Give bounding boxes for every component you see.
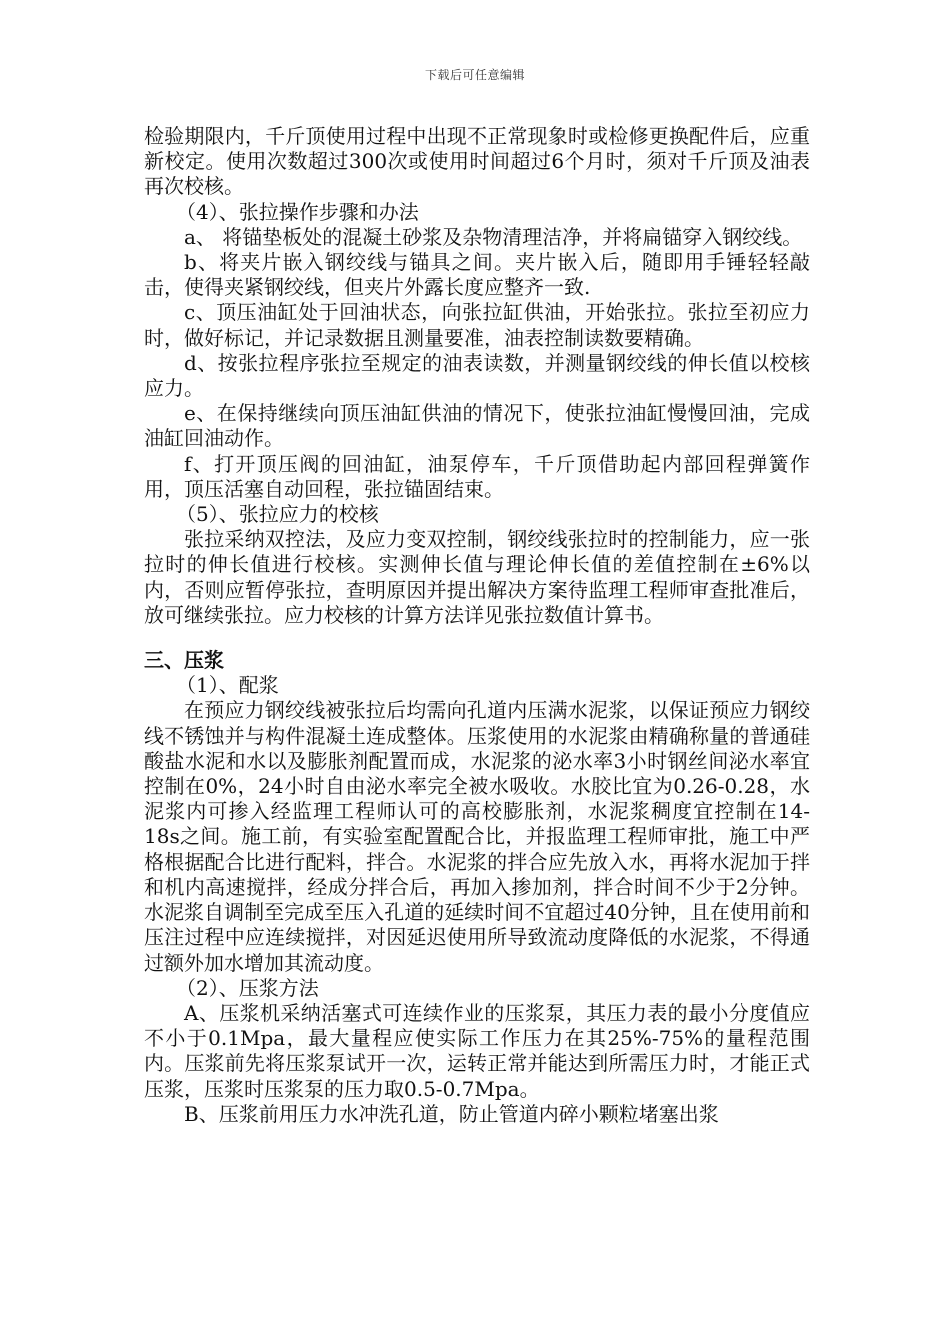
document-body <box>144 124 810 1127</box>
page-header: 下载后可任意编辑 <box>424 68 525 82</box>
step-b: b、将夹片嵌入钢绞线与锚具之间。夹片嵌入后，随即用手锤轻轻敲击，使得夹紧钢绞线，但夹片外露长度应整齐一致. <box>144 250 810 300</box>
step-A: A、压浆机采纳活塞式可连续作业的压浆泵，其压力表的最小分度值应不小于0.1Mpa，最大量程应使实际工作压力在其25%-75%的量程范围内。压浆前先将压浆泵试开一次，运转正常并能达到所需压力时，才能正式压浆，压浆时压浆泵的压力取0.5-0.7Mpa。 <box>144 1000 810 1101</box>
subheading-tension-steps: （4）、张拉操作步骤和办法 <box>176 199 419 224</box>
step-a: a、 将锚垫板处的混凝土砂浆及杂物清理洁净，并将扁锚穿入钢绞线。 <box>184 224 803 249</box>
step-e: e、在保持继续向顶压油缸供油的情况下，使张拉油缸慢慢回油，完成油缸回油动作。 <box>144 401 810 451</box>
paragraph-stress-check: 张拉采纳双控法，及应力变双控制，钢绞线张拉时的控制能力，应一张拉时的伸长值进行校核。实测伸长值与理论伸长值的差值控制在±6%以内，否则应暂停张拉，查明原因并提出解决方案待监理工程师审查批准后，放可继续张拉。应力校核的计算方法详见张拉数值计算书。 <box>144 527 810 627</box>
subheading-mixing: （1）、配浆 <box>176 673 279 698</box>
step-f: f、打开顶压阀的回油缸，油泵停车，千斤顶借助起内部回程弹簧作用，顶压活塞自动回程，张拉锚固结束。 <box>144 451 810 501</box>
paragraph-calibration: 检验期限内，千斤顶使用过程中出现不正常现象时或检修更换配件后，应重新校定。使用次数超过300次或使用时间超过6个月时，须对千斤顶及油表再次校核。 <box>144 124 810 199</box>
step-B: B、压浆前用压力水冲洗孔道，防止管道内碎小颗粒堵塞出浆 <box>184 1101 719 1126</box>
step-c: c、顶压油缸处于回油状态，向张拉缸供油，开始张拉。张拉至初应力时，做好标记，并记录数据且测量要准，油表控制读数要精确。 <box>144 300 810 350</box>
subheading-stress-check: （5）、张拉应力的校核 <box>176 502 379 527</box>
step-d: d、按张拉程序张拉至规定的油表读数，并测量钢绞线的伸长值以校核应力。 <box>144 350 810 401</box>
subheading-grouting-method: （2）、压浆方法 <box>176 975 319 1000</box>
section-title-grouting: 三、压浆 <box>144 648 224 673</box>
paragraph-mixing: 在预应力钢绞线被张拉后均需向孔道内压满水泥浆，以保证预应力钢绞线不锈蚀并与构件混凝土连成整体。压浆使用的水泥浆由精确称量的普通硅酸盐水泥和水以及膨胀剂配置而成，水泥浆的泌水率3小时钢丝间泌水率宜控制在0%，24小时自由泌水率完全被水吸收。水胶比宜为0.26-0.28，水泥浆内可掺入经监理工程师认可的高校膨胀剂，水泥浆稠度宜控制在14-18s之间。施工前，有实验室配置配合比，并报监理工程师审批，施工中严格根据配合比进行配料，拌合。水泥浆的拌合应先放入水，再将水泥加于拌和机内高速搅拌，经成分拌合后，再加入掺加剂，拌合时间不少于2分钟。水泥浆自调制至完成至压入孔道的延续时间不宜超过40分钟，且在使用前和压注过程中应连续搅拌，对因延迟使用所导致流动度降低的水泥浆，不得通过额外加水增加其流动度。 <box>144 698 810 975</box>
